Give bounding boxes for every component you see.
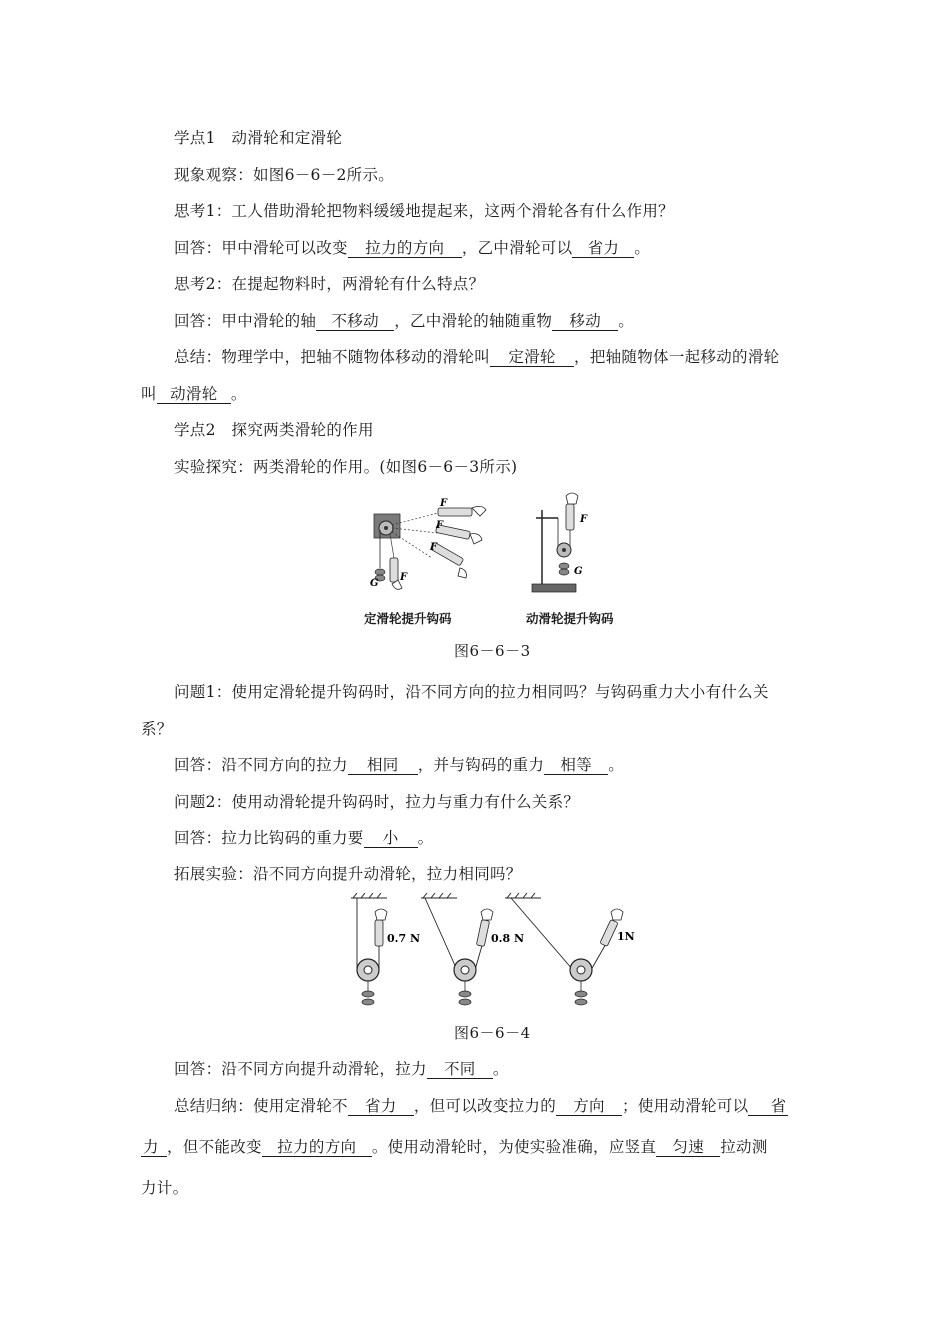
answer-text: ，乙中滑轮的轴随重物 [394,312,553,330]
scale-reading: 1N [617,930,635,943]
gravity-label: G [370,578,379,589]
hand-icon [470,534,482,544]
spring-scale [476,919,489,946]
figure-caption: 图6－6－3 [454,642,531,660]
answer-text: 回答：拉力比钩码的重力要 [174,829,364,847]
answer-blank: 不移动 [316,313,394,331]
summary-text: ，但不能改变 [167,1138,262,1156]
experiment-text: 实验探究：两类滑轮的作用。(如图6－6－3所示) [174,458,518,476]
section1-heading: 学点1 动滑轮和定滑轮 [174,129,343,147]
answer-blank: 省力 [572,240,634,258]
hook-weight [362,991,374,997]
pulley-axle [384,526,388,530]
pulley-axle [562,548,566,552]
answer2 [174,828,433,848]
think2-question: 思考2：在提起物料时，两滑轮有什么特点？ [174,275,485,293]
scale-reading: 0.7 N [387,932,421,945]
answer-text: 。 [634,239,651,257]
answer-text: ，乙中滑轮可以 [461,239,573,257]
summary-text: 。使用动滑轮时，为使实验准确，应竖直 [371,1138,657,1156]
hook-weight [459,991,471,997]
hand-icon [375,909,387,920]
answer1 [174,755,624,775]
pulley-axle [577,966,585,974]
spring-scale [600,920,618,947]
pulley-experiment-figure [360,488,630,606]
rope [591,942,607,970]
spring-scale [375,920,383,946]
force-label: F [400,572,408,583]
question1-continued: 系？ [141,720,173,738]
answer-text: 。 [492,1060,509,1078]
hook-weight [575,999,587,1005]
think1-answer [174,238,650,258]
answer-text: 。 [417,829,434,847]
summary-blank: 定滑轮 [490,349,574,367]
hook-weight [362,999,374,1005]
movable-pulley-angles-figure [345,890,645,1018]
summary-text: 叫 [141,385,157,403]
section2-heading: 学点2 探究两类滑轮的作用 [174,421,374,439]
extension-experiment: 拓展实验：沿不同方向提升动滑轮，拉力相同吗？ [174,865,522,883]
force-label: F [436,520,444,531]
scale-reading: 0.8 N [491,932,525,945]
spring-scale [566,504,574,530]
answer-blank: 移动 [552,313,618,331]
figure-label-movable: 动滑轮提升钩码 [526,611,614,626]
hand-icon [458,568,466,578]
answer-blank: 不同 [427,1061,493,1079]
summary-text: ；使用动滑轮可以 [622,1097,749,1115]
rope [425,898,457,970]
answer3 [174,1059,509,1079]
hand-icon [481,909,493,920]
force-label: F [430,542,438,553]
summary-text: ，把轴随物体一起移动的滑轮 [574,348,780,366]
stand-base [532,584,576,592]
answer-text: ，并与钩码的重力 [417,756,545,774]
ceiling [351,893,541,898]
figure-caption: 图6－6－4 [454,1024,531,1042]
answer-blank: 相同 [348,757,418,775]
summary-text: 。 [230,385,247,403]
summary1-line1 [174,347,779,367]
hook-weight [559,569,569,575]
gravity-label: G [574,566,583,577]
summary-blank: 拉力的方向 [262,1139,372,1157]
summary-blank: 动滑轮 [157,386,231,404]
summary2-line1 [174,1096,788,1116]
pulley-axle [364,966,372,974]
hand-icon [472,506,486,516]
hook-weight [459,999,471,1005]
answer-text: 回答：甲中滑轮可以改变 [174,239,348,257]
spring-scale [390,558,398,582]
summary1-line2 [141,384,247,404]
summary-blank: 力 [141,1139,167,1157]
answer-blank: 拉力的方向 [348,240,462,258]
think1-question: 思考1：工人借助滑轮把物料缓缓地提起来，这两个滑轮各有什么作用？ [174,202,674,220]
figure-label-fixed: 定滑轮提升钩码 [364,611,452,626]
answer-text: 回答：甲中滑轮的轴 [174,312,317,330]
hand-icon [611,909,623,920]
summary-blank: 匀速 [656,1139,720,1157]
hook-weight [375,569,385,575]
answer-blank: 相等 [544,757,608,775]
force-label: F [580,514,588,525]
question2: 问题2：使用动滑轮提升钩码时，拉力与重力有什么关系？ [174,793,580,811]
summary-blank: 方向 [556,1098,622,1116]
summary-text: ，但可以改变拉力的 [413,1097,557,1115]
answer-text: 回答：沿不同方向提升动滑轮，拉力 [174,1060,427,1078]
think2-answer [174,311,634,331]
hand-icon [566,493,578,504]
answer-text: 。 [608,756,625,774]
summary-text: 总结归纳：使用定滑轮不 [174,1097,348,1115]
summary-blank: 省 [748,1098,788,1116]
summary-text: 拉动测 [720,1138,768,1156]
force-label: F [440,498,448,509]
summary-blank: 省力 [348,1098,414,1116]
summary2-line2 [141,1137,768,1157]
question1: 问题1：使用定滑轮提升钩码时，沿不同方向的拉力相同吗？与钩码重力大小有什么关 [174,683,769,701]
answer-blank: 小 [364,830,418,848]
answer-text: 。 [618,312,635,330]
hook-weight [559,563,569,569]
answer-text: 回答：沿不同方向的拉力 [174,756,348,774]
observation-text: 现象观察：如图6－6－2所示。 [174,166,395,184]
summary2-line3: 力计。 [141,1179,189,1197]
summary-text: 总结：物理学中，把轴不随物体移动的滑轮叫 [174,348,491,366]
spring-scale [438,508,472,516]
hook-weight [575,991,587,997]
pulley-axle [461,966,469,974]
